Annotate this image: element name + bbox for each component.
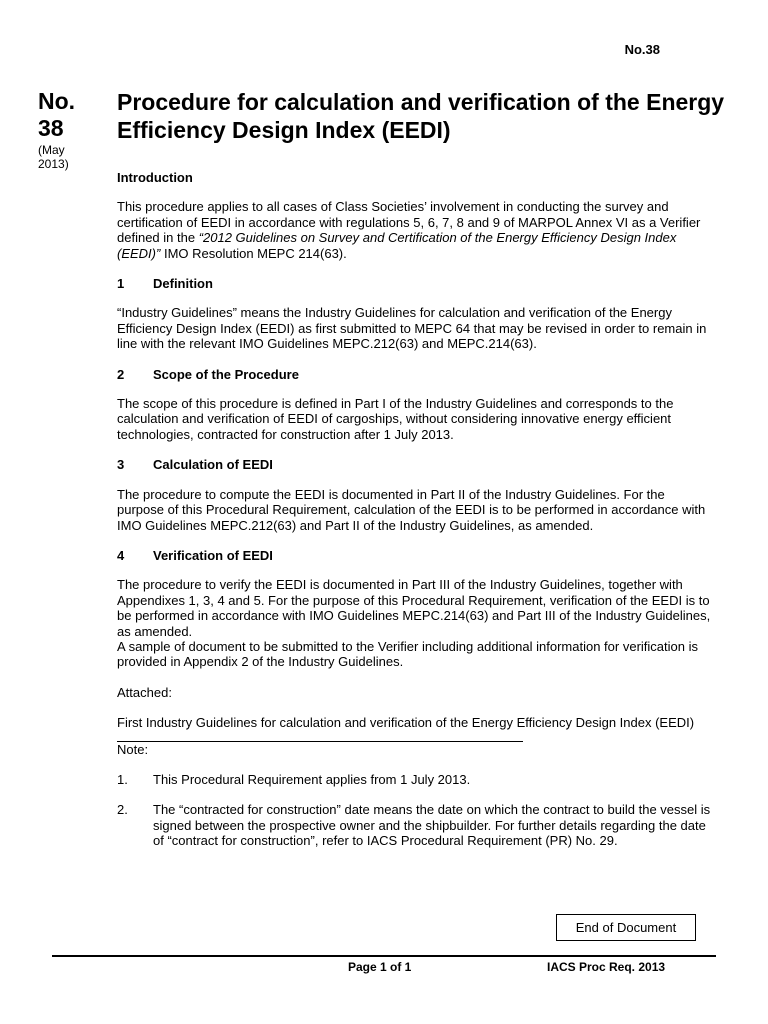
section-3-heading (117, 457, 712, 472)
note-1-number: 1. (117, 771, 128, 787)
footer-reference: IACS Proc Req. 2013 (547, 960, 666, 974)
attached-text: First Industry Guidelines for calculation and verification of the Energy Efficiency Design Index (EEDI) (117, 715, 695, 731)
footer-page-number: Page 1 of 1 (348, 960, 412, 974)
section-1-text: “Industry Guidelines” means the Industry Guidelines for calculation and verification of the Energy Efficiency Design Index (EEDI) as first submitted to MEPC 64 that may be revised in order to remain in line with the relevant IMO Guidelines MEPC.212(63) and MEPC.214(63). (117, 305, 707, 352)
section-1-title: Definition (153, 276, 213, 292)
side-doc-number (38, 88, 75, 142)
section-4-number: 4 (117, 547, 125, 563)
note-item (117, 802, 712, 848)
section-2-heading (117, 367, 712, 382)
end-of-document-box: End of Document (556, 914, 696, 941)
section-1-number: 1 (117, 276, 125, 292)
intro-text-italic: “2012 Guidelines on Survey and Certification of the Energy Efficiency Design Index (EEDI)” (117, 230, 677, 261)
side-date (38, 143, 69, 171)
section-2-number: 2 (117, 366, 125, 382)
section-4-title: Verification of EEDI (153, 547, 273, 563)
section-3-title: Calculation of EEDI (153, 457, 273, 473)
intro-text-after: IMO Resolution MEPC 214(63). (160, 245, 347, 261)
footer-divider (52, 955, 716, 957)
attached-label: Attached: (117, 684, 172, 700)
note-item (117, 772, 712, 787)
side-no-label: No. (38, 88, 76, 114)
note-label: Note: (117, 741, 149, 757)
section-4-text-b: A sample of document to be submitted to the Verifier including additional information for verification is provided in Appendix 2 of the Industry Guidelines. (117, 638, 698, 670)
intro-heading: Introduction (117, 170, 193, 185)
side-date-line2: 2013) (38, 157, 69, 171)
note-1-text: This Procedural Requirement applies from 1 July 2013. (153, 771, 471, 787)
note-2-number: 2. (117, 802, 128, 818)
note-2-text: The “contracted for construction” date means the date on which the contract to build the vessel is signed between the prospective owner and the shipbuilder. For further details regarding the date of “contract for construction”, refer to IACS Procedural Requirement (PR) No. 29. (153, 802, 711, 849)
section-3-text: The procedure to compute the EEDI is documented in Part II of the Industry Guidelines. For the purpose of this Procedural Requirement, calculation of the EEDI is to be performed in accordance with IMO Guidelines MEPC.212(63) and Part II of the Industry Guidelines, as amended. (117, 486, 706, 533)
page-title: Procedure for calculation and verification of the Energy Efficiency Design Index (EEDI) (117, 89, 725, 143)
intro-text-before: This procedure applies to all cases of Class Societies’ involvement in conducting the survey and certification of EEDI in accordance with regulations 5, 6, 7, 8 and 9 of MARPOL Annex VI as a Verifier defined in the (117, 199, 701, 246)
section-4-text (117, 577, 712, 669)
section-1-heading (117, 276, 712, 291)
side-date-line1: (May (38, 143, 65, 157)
section-4-text-a: The procedure to verify the EEDI is documented in Part III of the Industry Guidelines, together with Appendixes 1, 3, 4 and 5. For the purpose of this Procedural Requirement, verification of the EEDI is to be performed in accordance with IMO Guidelines MEPC.214(63) and Part III of the Industry Guidelines, as amended. (117, 577, 711, 639)
intro-paragraph (117, 199, 712, 261)
header-doc-number: No.38 (624, 42, 660, 57)
section-2-text: The scope of this procedure is defined in Part I of the Industry Guidelines and corresponds to the calculation and verification of EEDI of cargoships, without considering innovative energy efficient technologies, contracted for construction after 1 July 2013. (117, 396, 674, 442)
side-number: 38 (38, 115, 64, 141)
section-4-heading (117, 548, 712, 563)
section-2-title: Scope of the Procedure (153, 366, 299, 382)
document-body (117, 170, 712, 864)
section-3-number: 3 (117, 457, 125, 473)
